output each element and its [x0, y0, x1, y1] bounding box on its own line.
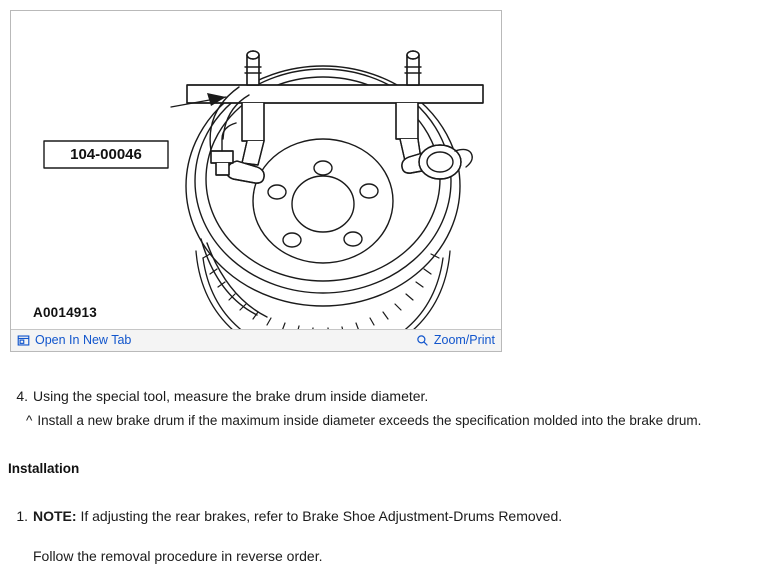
zoom-print-label: Zoom/Print [433, 333, 495, 348]
zoom-print-button[interactable] [416, 334, 495, 347]
open-in-new-tab-button[interactable] [17, 334, 131, 347]
brake-drum-illustration [11, 11, 501, 331]
step-4-number: 4. [16, 388, 28, 404]
step-1 [0, 506, 760, 526]
document-body [0, 386, 760, 566]
figure-code: A0014913 [33, 305, 97, 320]
section-heading-installation: Installation [8, 460, 80, 476]
final-instruction: Follow the removal procedure in reverse order. [33, 548, 323, 565]
step-1-number: 1. [16, 507, 28, 524]
figure-toolbar [11, 329, 501, 351]
step-4-substep-text: Install a new brake drum if the maximum inside diameter exceeds the specification molded into the brake drum. [37, 413, 702, 429]
magnifier-icon [416, 334, 429, 347]
step-1-text: If adjusting the rear brakes, refer to Brake Shoe Adjustment-Drums Removed. [76, 507, 563, 524]
figure-panel [10, 10, 502, 352]
caret-marker: ^ [26, 413, 33, 429]
note-label: NOTE: [33, 507, 77, 524]
new-window-icon [17, 334, 30, 347]
figure-callout-label: 104-00046 [70, 146, 142, 163]
open-in-new-tab-label: Open In New Tab [35, 333, 132, 348]
step-4 [0, 386, 760, 406]
step-4-substep [0, 411, 760, 431]
step-4-text: Using the special tool, measure the brake drum inside diameter. [33, 388, 429, 404]
